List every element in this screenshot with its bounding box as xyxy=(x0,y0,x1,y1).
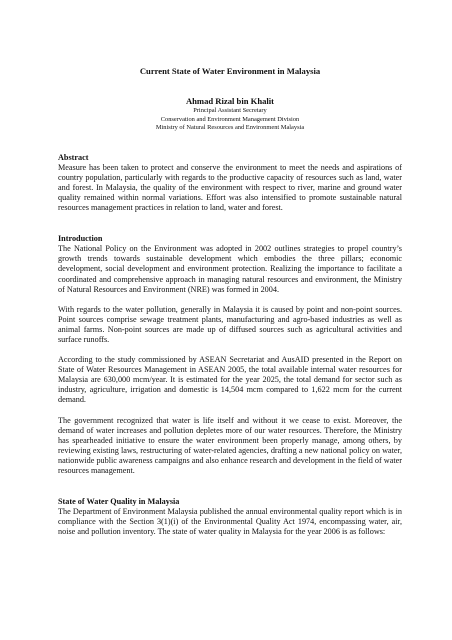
water-quality-section xyxy=(58,497,402,537)
introduction-heading: Introduction xyxy=(58,234,103,244)
water-quality-text: The Department of Environment Malaysia published the annual environmental quality report which is in compliance with the Section 3(1)(i) of the Environmental Quality Act 1974, encompassing water, air, noise and pollution inventory. The state of water quality in Malaysia for the year 2006 is as follows: xyxy=(58,507,402,537)
author-block xyxy=(58,96,402,133)
author-division: Conservation and Environment Management Division xyxy=(160,115,300,123)
abstract-heading: Abstract xyxy=(58,152,89,162)
introduction-paragraph: According to the study commissioned by ASEAN Secretariat and AusAID presented in the Report on State of Water Resources Management in ASEAN 2005, the total available internal water resources for Malaysia are 630,000 mcm/year. It is estimated for the year 2025, the total demand for sector such as industry, agriculture, irrigation and domestic is 14,504 mcm compared to 1,622 mcm for the current demand. xyxy=(58,355,402,405)
author-ministry: Ministry of Natural Resources and Environment Malaysia xyxy=(155,124,305,132)
introduction-paragraph: With regards to the water pollution, generally in Malaysia it is caused by point and non-point sources. Point sources comprise sewage treatment plants, manufacturing and agro-based industries as well as animal farms. Non-point sources are made up of diffused sources such as agricultural activities and surface runoffs. xyxy=(58,304,402,344)
document-page xyxy=(58,66,402,537)
introduction-paragraph: The National Policy on the Environment was adopted in 2002 outlines strategies to propel country’s growth trends towards sustainable development which embodies the three pillars; economic development, social development and environment protection. Realizing the importance to facilitate a coordinated and comprehensive approach in managing natural resources and environment, the Ministry of Natural Resources and Environment (NRE) was formed in 2004. xyxy=(58,244,402,294)
abstract-text: Measure has been taken to protect and conserve the environment to meet the needs and aspirations of country population, particularly with regards to the productive capacity of resources such as land, water and forest. In Malaysia, the quality of the environment with respect to river, marine and ground water quality remained within normal variations. Effort was also intensified to promote sustainable natural resources management practices in relation to land, water and forest. xyxy=(58,162,402,213)
introduction-paragraph: The government recognized that water is life itself and without it we cease to exist. Moreover, the demand of water increases and pollution depletes more of our water resources. Therefore, the Ministry has spearheaded initiative to ensure the water environment been properly manage, among others, by reviewing existing laws, restructuring of water-related agencies, drafting a new national policy on water, nationwide public awareness campaigns and also enhance research and development in the field of water resources management. xyxy=(58,415,402,476)
water-quality-heading: State of Water Quality in Malaysia xyxy=(58,497,180,507)
author-position: Principal Assistant Secretary xyxy=(193,107,267,114)
introduction-section xyxy=(58,234,402,476)
abstract-section xyxy=(58,153,402,213)
author-name: Ahmad Rizal bin Khalit xyxy=(185,96,275,106)
document-title: Current State of Water Environment in Malaysia xyxy=(139,66,321,76)
